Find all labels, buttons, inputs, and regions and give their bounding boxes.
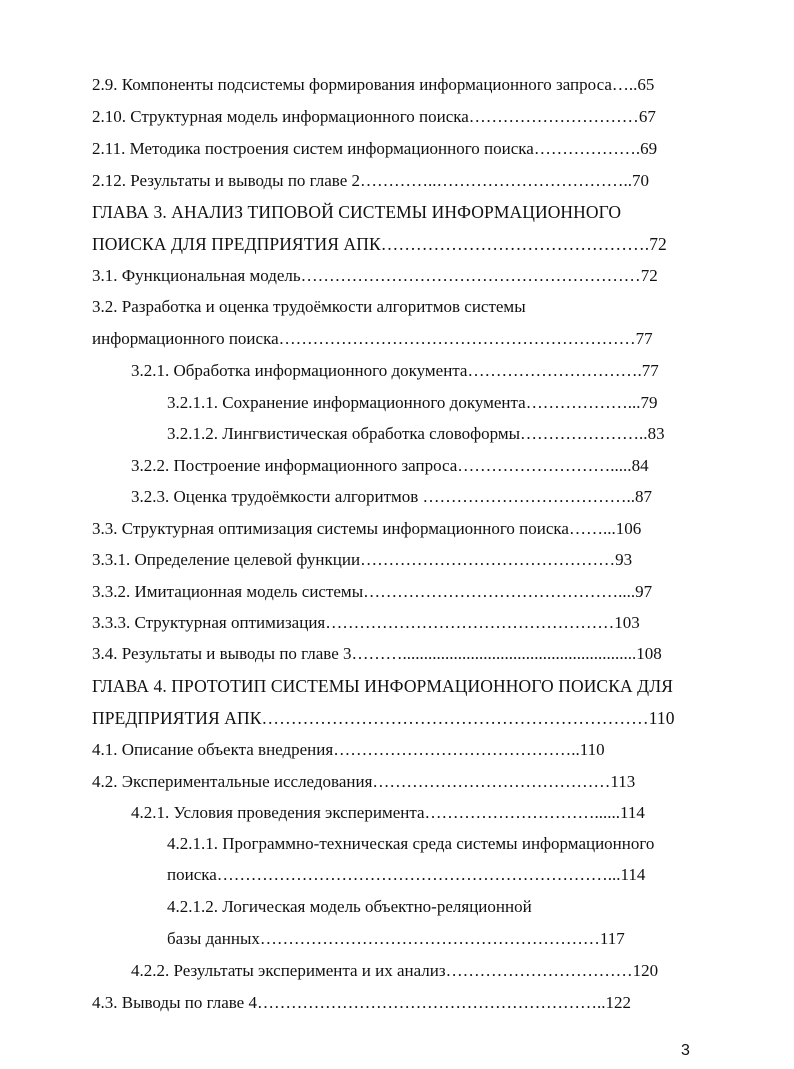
toc-page-number: 84: [631, 456, 649, 475]
toc-entry-text: ПРЕДПРИЯТИЯ АПК…………………………………………………………: [92, 708, 649, 728]
toc-chapter-heading: [92, 201, 621, 223]
toc-page-number: 72: [649, 234, 667, 254]
toc-line: [92, 581, 652, 603]
toc-line: [92, 518, 641, 540]
toc-entry-text: ГЛАВА 3. АНАЛИЗ ТИПОВОЙ СИСТЕМЫ ИНФОРМАЦИОННОГО: [92, 202, 622, 222]
toc-line: [167, 423, 665, 445]
toc-page-number: 83: [647, 424, 665, 443]
toc-page-number: 69: [640, 139, 658, 158]
toc-page-number: 113: [610, 772, 636, 791]
toc-page-number: 122: [605, 993, 631, 1012]
toc-entry-text: 4.2.1.1. Программно-техническая среда системы информационного: [167, 834, 655, 853]
toc-line: [131, 360, 659, 382]
toc-entry-text: 3.3.1. Определение целевой функции………………………………………: [92, 550, 616, 569]
toc-entry-text: 2.11. Методика построения систем информационного поиска……………….: [92, 139, 641, 158]
toc-line: [92, 549, 632, 571]
toc-line: [92, 265, 658, 287]
toc-line: [167, 392, 657, 414]
toc-line: [131, 802, 645, 824]
toc-entry-text: 2.12. Результаты и выводы по главе 2…………..……………………………..: [92, 171, 633, 190]
toc-line: [167, 896, 532, 918]
toc-entry-text: 3.2.2. Построение информационного запроса……………………….....: [131, 456, 632, 475]
toc-entry-text: поиска……………………………………………………………...: [167, 865, 621, 884]
toc-page-number: 77: [641, 361, 659, 380]
toc-entry-text: 4.2.2. Результаты эксперимента и их анализ……………………………: [131, 961, 633, 980]
toc-page-number: 114: [620, 803, 645, 822]
toc-page-number: 87: [635, 487, 653, 506]
toc-entry-text: 2.10. Структурная модель информационного поиска…………………………: [92, 107, 639, 126]
toc-page-number: 108: [636, 644, 662, 663]
toc-line: [92, 771, 635, 793]
toc-entry-text: 4.2.1.2. Логическая модель объектно-реляционной: [167, 897, 532, 916]
toc-entry-text: информационного поиска………………………………………………………: [92, 329, 636, 348]
toc-entry-text: 4.2.1. Условия проведения эксперимента…………………………......: [131, 803, 621, 822]
toc-line: [167, 833, 654, 855]
toc-entry-text: базы данных……………………………………………………: [167, 929, 600, 948]
toc-line: [167, 864, 645, 886]
page-number: 3: [681, 1042, 690, 1059]
toc-page-number: 65: [637, 75, 655, 94]
toc-entry-text: 3.3. Структурная оптимизация системы информационного поиска……...: [92, 519, 616, 538]
toc-page-number: 114: [620, 865, 646, 884]
toc-page-number: 110: [648, 708, 675, 728]
toc-entry-text: 3.2.1. Обработка информационного документа………………………….: [131, 361, 642, 380]
toc-page-number: 70: [632, 171, 650, 190]
toc-line: [92, 138, 657, 160]
toc-line: [92, 643, 662, 665]
toc-line: [167, 928, 625, 950]
toc-page-number: 67: [638, 107, 656, 126]
toc-line: [92, 707, 675, 729]
toc-page-number: 103: [614, 613, 640, 632]
toc-entry-text: 2.9. Компоненты подсистемы формирования информационного запроса…..: [92, 75, 638, 94]
toc-page-number: 106: [615, 519, 642, 538]
toc-entry-text: 3.2.1.2. Лингвистическая обработка словоформы…………………..: [167, 424, 648, 443]
toc-entry-text: 3.2.3. Оценка трудоёмкости алгоритмов ………………………………..: [131, 487, 636, 506]
toc-line: [92, 233, 667, 255]
toc-page-number: 120: [632, 961, 659, 980]
toc-entry-text: 3.2.1.1. Сохранение информационного документа………………...: [167, 393, 641, 412]
toc-entry-text: 4.1. Описание объекта внедрения……………………………………..: [92, 740, 580, 759]
toc-page-number: 77: [635, 329, 653, 348]
toc-line: [92, 328, 653, 350]
toc-entry-text: 4.3. Выводы по главе 4……………………………………………………..: [92, 993, 606, 1012]
toc-entry-text: 3.3.2. Имитационная модель системы………………………………………....: [92, 582, 636, 601]
toc-entry-text: 3.2. Разработка и оценка трудоёмкости алгоритмов системы: [92, 297, 526, 316]
toc-page-number: 117: [599, 929, 625, 948]
toc-entry-text: 3.4. Результаты и выводы по главе 3……….......................................................: [92, 644, 637, 663]
toc-line: [92, 992, 631, 1014]
toc-page-number: 93: [615, 550, 633, 569]
toc-line: [92, 106, 656, 128]
toc-entry-text: 4.2. Экспериментальные исследования……………………………………: [92, 772, 611, 791]
toc-page-number: 110: [579, 740, 605, 759]
toc-line: [131, 486, 652, 508]
toc-page-number: 72: [640, 266, 658, 285]
toc-line: [92, 296, 526, 318]
toc-page-number: 79: [640, 393, 658, 412]
toc-line: [131, 960, 658, 982]
toc-entry-text: 3.3.3. Структурная оптимизация……………………………………………: [92, 613, 615, 632]
toc-line: [92, 739, 605, 761]
toc-entry-text: 3.1. Функциональная модель……………………………………………………: [92, 266, 641, 285]
toc-line: [92, 612, 640, 634]
toc-line: [92, 170, 649, 192]
toc-entry-text: ПОИСКА ДЛЯ ПРЕДПРИЯТИЯ АПК……………………………………….: [92, 234, 650, 254]
toc-line: [131, 455, 649, 477]
toc-line: [92, 74, 654, 96]
toc-chapter-heading: [92, 675, 673, 697]
toc-page-number: 97: [635, 582, 653, 601]
toc-entry-text: ГЛАВА 4. ПРОТОТИП СИСТЕМЫ ИНФОРМАЦИОННОГО ПОИСКА ДЛЯ: [92, 676, 673, 696]
